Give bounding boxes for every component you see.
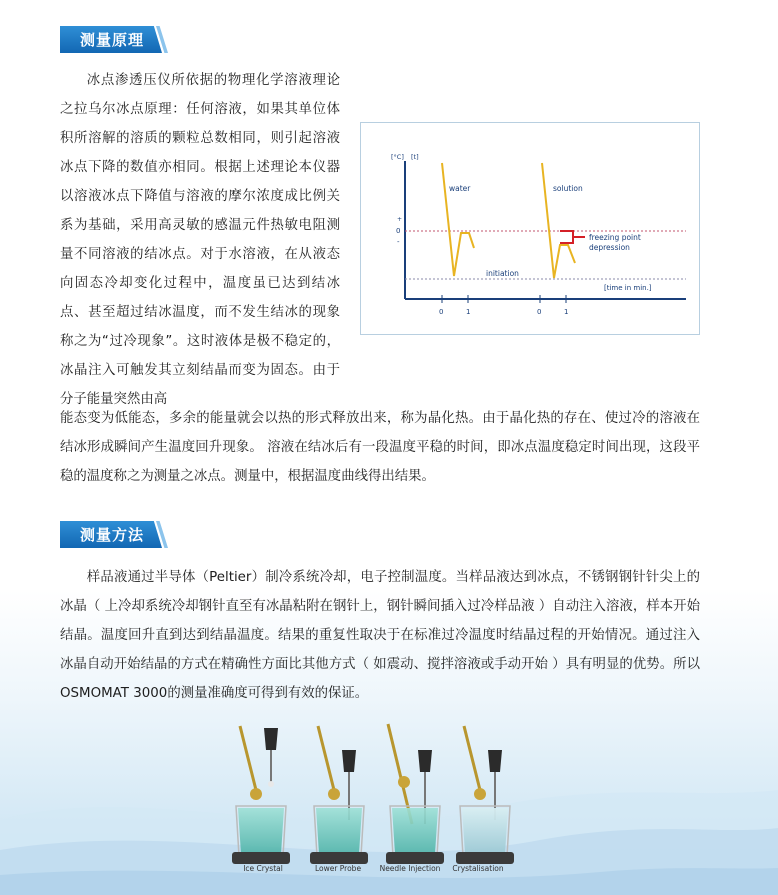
section-header-principle <box>60 26 170 53</box>
stage-ice-crystal <box>232 726 290 864</box>
annotation-solution: solution <box>553 184 583 193</box>
annotation-depression: depression <box>589 243 630 252</box>
caption-ice-crystal: Ice Crystal <box>243 864 283 873</box>
caption-crystalisation: Crystalisation <box>452 864 504 873</box>
principle-paragraph-full: 能态变为低能态，多余的能量就会以热的形式释放出来，称为晶化热。由于晶化热的存在、使过冷的溶液在结冰形成瞬间产生温度回升现象。 溶液在结冰后有一段温度平稳的时间，即冰点温度稳定时间出现，这段平稳的温度称之为测量之冰点。测量中，根据温度曲线得出结果。 <box>60 411 700 484</box>
freezing-point-chart <box>360 122 700 335</box>
x-tick-label: 0 <box>537 308 542 316</box>
principle-paragraph-wrapped: 冰点渗透压仪所依据的物理化学溶液理论之拉乌尔冰点原理：任何溶液，如果其单位体积所溶解的溶质的颗粒总数相同，则引起溶液冰点下降的数值亦相同。根据上述理论本仪器以溶液冰点下降值与溶液的摩尔浓度成比例关系为基础，采用高灵敏的感温元件热敏电阻测量不同溶液的结冰点。对于水溶液，在从液态向固态冷却变化过程中，温度虽已达到结冰点、甚至超过结冰温度，而不发生结冰的现象称之为“过冷现象”。这时液体是极不稳定的，冰晶注入可触发其立刻结晶而变为固态。由于分子能量突然由高 <box>60 73 340 407</box>
stage-needle-injection <box>386 724 444 864</box>
chart-svg <box>361 123 701 336</box>
x-tick-label: 1 <box>466 308 471 316</box>
section-title: 测量原理 <box>80 31 145 49</box>
measurement-stages-illustration <box>228 720 518 880</box>
annotation-initiation: initiation <box>486 269 519 278</box>
caption-needle-injection: Needle Injection <box>379 864 441 873</box>
annotation-water: water <box>449 184 471 193</box>
y-axis-label-celsius: [°C] <box>391 153 404 161</box>
water-curve <box>442 163 474 276</box>
y-tick-minus: - <box>397 238 400 246</box>
y-tick-zero: 0 <box>396 227 401 235</box>
annotation-freezing-point: freezing point <box>589 233 641 242</box>
y-axis-label-t: [t] <box>411 153 419 161</box>
x-axis-label: [time in min.] <box>604 284 652 292</box>
section-header-method <box>60 521 170 548</box>
x-tick-label: 1 <box>564 308 569 316</box>
depression-marker <box>560 231 573 243</box>
section-title: 测量方法 <box>80 526 145 544</box>
y-tick-plus: + <box>397 216 403 223</box>
method-paragraph: 样品液通过半导体（Peltier）制冷系统冷却，电子控制温度。当样品液达到冰点，不锈钢钢针针尖上的冰晶（ 上冷却系统冷却钢针直至有冰晶粘附在钢针上，钢针瞬间插入过冷样品液 ）自动注入溶液，样本开始结晶。温度回升直到达到结晶温度。结果的重复性取决于在标准过冷温度时结晶过程的开始情况。通过注入冰晶自动开始结晶的方式在精确性方面比其他方式（ 如震动、搅拌溶液或手动开始 ）具有明显的优势。所以OSMOMAT 3000的测量准确度可得到有效的保证。 <box>60 570 700 701</box>
x-tick-label: 0 <box>439 308 444 316</box>
solution-curve <box>542 163 575 278</box>
stage-crystalisation <box>456 726 514 864</box>
stage-lower-probe <box>310 726 368 864</box>
caption-lower-probe: Lower Probe <box>314 864 362 873</box>
